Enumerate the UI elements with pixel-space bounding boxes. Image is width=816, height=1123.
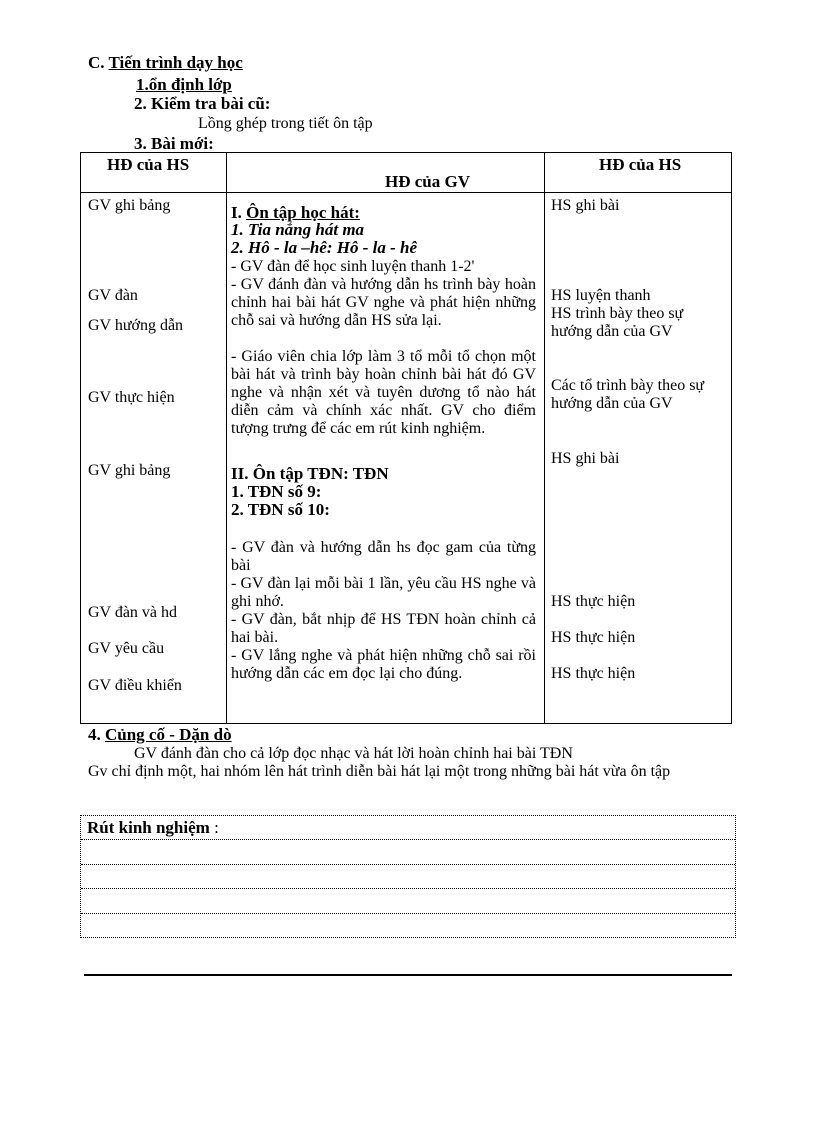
- right-cell: HS thực hiện: [551, 629, 636, 646]
- table-header-divider: [81, 192, 731, 193]
- part-1-number: I.: [231, 203, 242, 222]
- song-1-title: 1. Tia nắng hát ma: [231, 220, 365, 239]
- notes-line: [81, 913, 735, 914]
- part-2-title: II. Ôn tập TĐN: TĐN: [231, 464, 389, 483]
- tdn-1-title: 1. TĐN số 9:: [231, 482, 322, 501]
- left-cell: GV hướng dẫn: [88, 317, 184, 334]
- section-4-line-2: Gv chỉ định một, hai nhóm lên hát trình diễn bài hát lại một trong những bài hát vừa ôn tập: [88, 763, 671, 780]
- notes-colon: :: [209, 818, 219, 837]
- right-cell: HS thực hiện: [551, 593, 636, 610]
- notes-line: [81, 864, 735, 865]
- header-teacher-activity: HĐ của GV: [385, 172, 470, 191]
- left-cell: GV đàn: [88, 287, 138, 304]
- song-2-title: 2. Hô - la –hê: Hô - la - hê: [231, 238, 418, 257]
- section-4-heading: [88, 726, 232, 744]
- lesson-activity-table: [80, 152, 732, 724]
- table-column-divider: [226, 153, 227, 723]
- table-column-divider: [544, 153, 545, 723]
- left-cell: GV yêu cầu: [88, 640, 165, 657]
- teacher-activity-text: - GV đàn và hướng dẫn hs đọc gam của từng bài: [231, 539, 536, 574]
- section-c-prefix: C.: [88, 53, 105, 72]
- section-c-heading: [88, 54, 243, 72]
- header-student-activity-right: HĐ của HS: [599, 155, 682, 174]
- step-3-heading: 3. Bài mới:: [134, 134, 214, 153]
- teacher-activity-text: - GV đàn để học sinh luyện thanh 1-2': [231, 258, 475, 275]
- header-student-activity-left: HĐ của HS: [107, 155, 190, 174]
- right-cell: HS ghi bài: [551, 450, 620, 467]
- section-4-number: 4.: [88, 725, 101, 744]
- footer-rule: [84, 974, 732, 976]
- notes-heading: [87, 819, 219, 837]
- teacher-activity-text: - Giáo viên chia lớp làm 3 tổ mỗi tổ chọn một bài hát và trình bày hoàn chỉnh bài hát đó GV nghe và nhận xét và tuyên dương tổ nào hát diễn cảm và chính xác nhất. GV cho điểm tượng trưng để các em rút kinh nghiệm.: [231, 348, 536, 437]
- teacher-activity-text: - GV đàn lại mỗi bài 1 lần, yêu cầu HS nghe và ghi nhớ.: [231, 575, 536, 610]
- teacher-activity-text: - GV đàn, bắt nhịp để HS TĐN hoàn chỉnh cả hai bài.: [231, 611, 536, 646]
- right-cell: Các tổ trình bày theo sự hướng dẫn của GV: [551, 377, 705, 412]
- left-cell: GV ghi bảng: [88, 197, 171, 214]
- step-1-heading: 1.ổn định lớp: [136, 75, 232, 94]
- right-cell: HS trình bày theo sự hướng dẫn của GV: [551, 305, 684, 340]
- step-2-heading: 2. Kiểm tra bài cũ:: [134, 94, 271, 113]
- teacher-activity-text: - GV đánh đàn và hướng dẫn hs trình bày hoàn chỉnh hai bài hát GV nghe và phát hiện những chỗ sai và hướng dẫn HS sửa lại.: [231, 276, 536, 329]
- section-4-title: Củng cố - Dặn dò: [105, 725, 232, 744]
- section-4-line-1: GV đánh đàn cho cả lớp đọc nhạc và hát lời hoàn chỉnh hai bài TĐN: [134, 745, 573, 762]
- right-cell: HS thực hiện: [551, 665, 636, 682]
- section-c-title: Tiến trình dạy học: [108, 53, 243, 72]
- notes-line: [81, 839, 735, 840]
- right-cell: HS ghi bài: [551, 197, 620, 214]
- right-cell: HS luyện thanh: [551, 287, 651, 304]
- left-cell: GV thực hiện: [88, 389, 175, 406]
- step-2-note: Lồng ghép trong tiết ôn tập: [198, 115, 373, 132]
- tdn-2-title: 2. TĐN số 10:: [231, 500, 330, 519]
- part-1-title: Ôn tập học hát:: [246, 203, 360, 222]
- lesson-notes-box: [80, 815, 736, 938]
- notes-line: [81, 888, 735, 889]
- notes-label: Rút kinh nghiệm: [87, 818, 210, 837]
- left-cell: GV ghi bảng: [88, 462, 171, 479]
- left-cell: GV đàn và hd: [88, 604, 178, 621]
- left-cell: GV điều khiển: [88, 677, 182, 694]
- teacher-activity-text: - GV lắng nghe và phát hiện những chỗ sai rồi hướng dẫn các em đọc lại cho đúng.: [231, 647, 536, 682]
